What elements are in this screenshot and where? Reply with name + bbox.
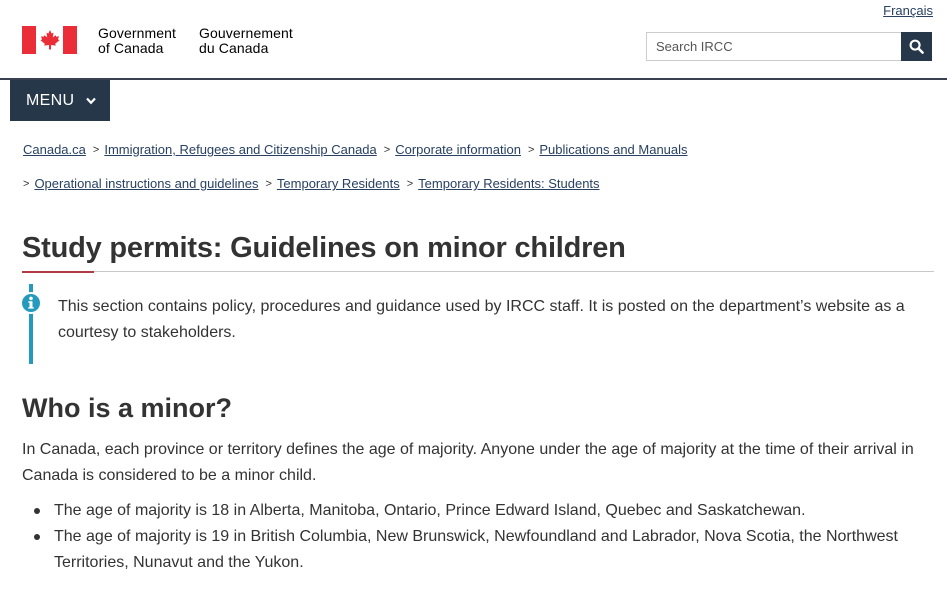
wordmark <box>98 26 316 56</box>
list-item <box>32 498 912 524</box>
wordmark-fr-line2: du Canada <box>199 40 269 56</box>
chevron-right-icon: > <box>406 177 414 190</box>
wordmark-french <box>199 26 293 56</box>
breadcrumb-link-canada[interactable]: Canada.ca <box>23 142 86 157</box>
chevron-right-icon: > <box>92 143 100 156</box>
government-of-canada-logo[interactable] <box>22 26 316 56</box>
age-of-majority-list <box>32 498 912 576</box>
title-divider <box>22 271 934 272</box>
wordmark-fr-line1: Gouvernement <box>199 25 293 41</box>
wordmark-en-line1: Government <box>98 25 177 41</box>
info-alert <box>29 284 929 364</box>
section-paragraph: In Canada, each province or territory defines the age of majority. Anyone under the age of majority at the time of their arrival in Canada is considered to be a minor child. <box>22 441 914 484</box>
chevron-right-icon: > <box>383 143 391 156</box>
info-icon <box>20 292 42 314</box>
list-item-text: The age of majority is 18 in Alberta, Manitoba, Ontario, Prince Edward Island, Quebec and Saskatchewan. <box>54 502 806 519</box>
search-input[interactable]: Search IRCC <box>646 32 901 61</box>
list-item-text: The age of majority is 19 in British Columbia, New Brunswick, Newfoundland and Labrador, Nova Scotia, the Northwest Territories, Nunavut and the Yukon. <box>54 528 898 571</box>
breadcrumb-continued <box>23 176 923 191</box>
canada-flag-icon <box>22 26 77 54</box>
chevron-right-icon: > <box>265 177 272 190</box>
menu-button[interactable] <box>10 80 110 121</box>
wordmark-english <box>98 26 176 56</box>
wordmark-en-line2: of Canada <box>98 40 164 56</box>
list-item <box>32 524 912 576</box>
chevron-down-icon <box>86 97 96 105</box>
search-icon <box>909 39 924 54</box>
header-divider <box>0 78 947 80</box>
menu-label: MENU <box>26 91 75 109</box>
bullet-icon <box>34 508 40 514</box>
chevron-right-icon: > <box>527 143 535 156</box>
chevron-right-icon: > <box>23 177 30 190</box>
language-toggle-link[interactable]: Français <box>883 3 933 18</box>
title-accent-bar <box>22 271 94 273</box>
breadcrumb-link-publications-manuals[interactable]: Publications and Manuals <box>539 142 688 157</box>
section-heading: Who is a minor? <box>22 393 233 423</box>
site-search <box>646 32 932 61</box>
breadcrumb-link-operational-instructions[interactable]: Operational instructions and guidelines <box>34 176 259 191</box>
page-title: Study permits: Guidelines on minor children <box>22 232 626 264</box>
bullet-icon <box>34 534 40 540</box>
alert-text: This section contains policy, procedures and guidance used by IRCC staff. It is posted on the department’s website as a courtesy to stakeholders. <box>58 298 905 341</box>
breadcrumb-link-temporary-residents-students[interactable]: Temporary Residents: Students <box>418 176 600 191</box>
breadcrumb <box>23 142 923 157</box>
breadcrumb-link-temporary-residents[interactable]: Temporary Residents <box>276 176 400 191</box>
breadcrumb-link-corporate-information[interactable]: Corporate information <box>395 142 521 157</box>
search-button[interactable] <box>901 32 932 61</box>
breadcrumb-link-ircc[interactable]: Immigration, Refugees and Citizenship Canada <box>104 142 377 157</box>
